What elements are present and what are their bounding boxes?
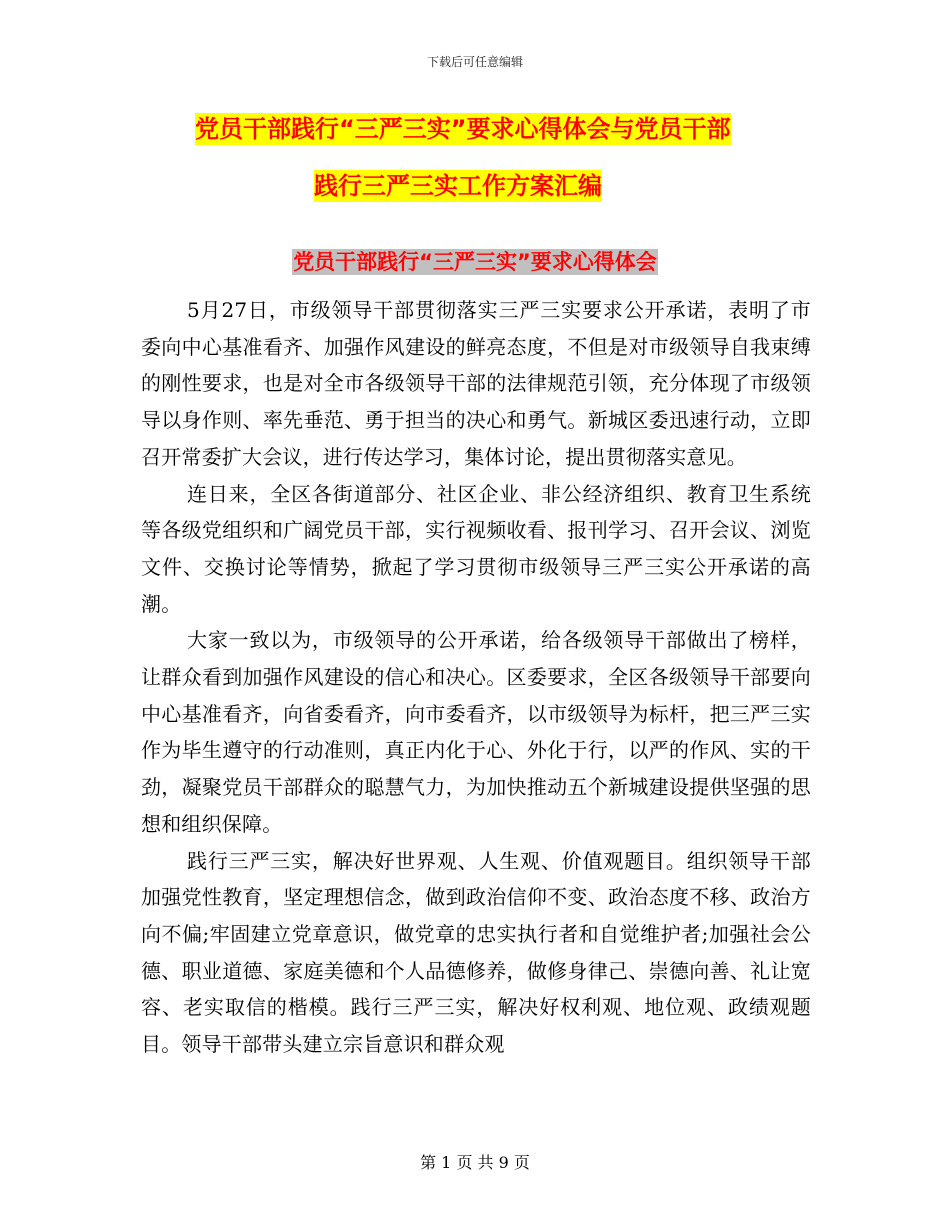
paragraph-2: 连日来，全区各街道部分、社区企业、非公经济组织、教育卫生系统等各级党组织和广阔党员干部，实行视频收看、报刊学习、召开会议、浏览文件、交换讨论等情势，掀起了学习贯彻市级领导三严三实公开承诺的高潮。 — [141, 481, 811, 616]
title-line-1-text: 党员干部践行“三严三实”要求心得体会与党员干部 — [195, 115, 731, 143]
section-subtitle-text: 党员干部践行“三严三实”要求心得体会 — [293, 250, 657, 274]
paragraph-1: 5月27日，市级领导干部贯彻落实三严三实要求公开承诺，表明了市委向中心基准看齐、加强作风建设的鲜亮态度，不但是对市级领导自我束缚的刚性要求，也是对全市各级领导干部的法律规范引领，充分体现了市级领导以身作则、率先垂范、勇于担当的决心和勇气。新城区委迅速行动，立即召开常委扩大会议，进行传达学习，集体讨论，提出贯彻落实意见。 — [141, 298, 811, 469]
document-body — [141, 292, 811, 1063]
paragraph-3: 大家一致以为，市级领导的公开承诺，给各级领导干部做出了榜样，让群众看到加强作风建设的信心和决心。区委要求，全区各级领导干部要向中心基准看齐，向省委看齐，向市委看齐，以市级领导为标杆，把三严三实作为毕生遵守的行动准则，真正内化于心、外化于行，以严的作风、实的干劲，凝聚党员干部群众的聪慧气力，为加快推动五个新城建设提供坚强的思想和组织保障。 — [141, 628, 811, 836]
page-number-footer: 第 1 页 共 9 页 — [420, 1153, 530, 1172]
title-line-1 — [195, 112, 815, 147]
page-header-note: 下载后可任意编辑 — [426, 55, 523, 69]
title-line-2 — [195, 169, 815, 204]
title-line-2-text: 践行三严三实工作方案汇编 — [314, 172, 602, 200]
section-subtitle — [0, 247, 950, 277]
paragraph-4: 践行三严三实，解决好世界观、人生观、价值观题目。组织领导干部加强党性教育，坚定理想信念，做到政治信仰不变、政治态度不移、政治方向不偏;牢固建立党章意识，做党章的忠实执行者和自觉维护者;加强社会公德、职业道德、家庭美德和个人品德修养，做修身律己、崇德向善、礼让宽容、老实取信的楷模。践行三严三实，解决好权利观、地位观、政绩观题目。领导干部带头建立宗旨意识和群众观 — [141, 848, 811, 1057]
document-title — [195, 112, 815, 226]
